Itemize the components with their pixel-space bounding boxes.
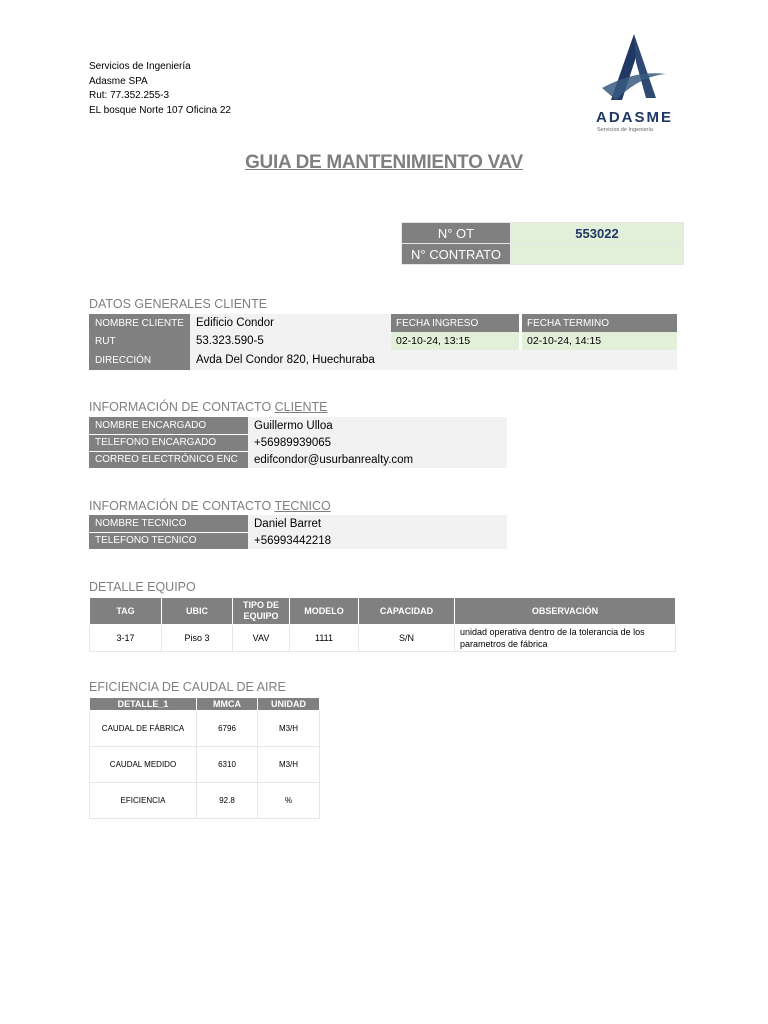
contract-value bbox=[511, 244, 684, 265]
efficiency-section-title: EFICIENCIA DE CAUDAL DE AIRE bbox=[89, 680, 286, 694]
tech-contact-title-prefix: INFORMACIÓN DE CONTACTO bbox=[89, 499, 275, 513]
efficiency-unit: % bbox=[258, 783, 320, 819]
equipment-table bbox=[89, 597, 676, 652]
tech-name-label: NOMBRE TECNICO bbox=[89, 515, 248, 532]
company-line-rut: Rut: 77.352.255-3 bbox=[89, 90, 170, 101]
equipment-header-ubic: UBIC bbox=[162, 598, 233, 625]
company-line-address: EL bosque Norte 107 Oficina 22 bbox=[89, 104, 231, 116]
equipment-observation: unidad operativa dentro de la tolerancia de los parametros de fábrica bbox=[455, 625, 676, 652]
tech-phone-label: TELEFONO TECNICO bbox=[89, 532, 248, 549]
equipment-capacity: S/N bbox=[359, 625, 455, 652]
equipment-header-capacity: CAPACIDAD bbox=[359, 598, 455, 625]
factory-flow-label: CAUDAL DE FÁBRICA bbox=[90, 711, 197, 747]
client-rut-value: 53.323.590-5 bbox=[190, 332, 391, 350]
ot-value: 553022 bbox=[511, 223, 684, 244]
logo-tagline: Servicios de Ingeniería bbox=[597, 127, 653, 133]
measured-flow-label: CAUDAL MEDIDO bbox=[90, 747, 197, 783]
tech-contact-table bbox=[89, 515, 507, 549]
efficiency-table bbox=[89, 697, 320, 819]
equipment-type: VAV bbox=[233, 625, 290, 652]
client-address-value: Avda Del Condor 820, Huechuraba bbox=[190, 350, 677, 370]
date-end-label: FECHA TERMINO bbox=[521, 314, 678, 332]
manager-email-label: CORREO ELECTRÓNICO ENC bbox=[89, 451, 248, 468]
company-info bbox=[89, 60, 231, 118]
manager-name-value: Guillermo Ulloa bbox=[248, 417, 507, 434]
measured-flow-value: 6310 bbox=[197, 747, 258, 783]
efficiency-header-unit: UNIDAD bbox=[258, 698, 320, 711]
factory-flow-unit: M3/H bbox=[258, 711, 320, 747]
manager-phone-label: TELEFONO ENCARGADO bbox=[89, 434, 248, 451]
manager-phone-value: +56989939065 bbox=[248, 434, 507, 451]
client-address-label: DIRECCIÓN bbox=[89, 350, 190, 370]
logo-wordmark: ADASME bbox=[596, 109, 674, 126]
client-info-table bbox=[89, 314, 677, 370]
date-in-value: 02-10-24, 13:15 bbox=[391, 332, 521, 350]
manager-name-label: NOMBRE ENCARGADO bbox=[89, 417, 248, 434]
date-in-label: FECHA INGRESO bbox=[391, 314, 521, 332]
measured-flow-unit: M3/H bbox=[258, 747, 320, 783]
adasme-logo bbox=[594, 30, 684, 134]
client-rut-label: RUT bbox=[89, 332, 190, 350]
equipment-header-observation: OBSERVACIÓN bbox=[455, 598, 676, 625]
client-contact-title bbox=[89, 400, 327, 414]
company-line-service: Servicios de Ingeniería bbox=[89, 61, 191, 72]
efficiency-value: 92.8 bbox=[197, 783, 258, 819]
ot-label: N° OT bbox=[402, 223, 511, 244]
efficiency-header-mmca: MMCA bbox=[197, 698, 258, 711]
table-row bbox=[90, 747, 320, 783]
client-contact-title-underlined: CLIENTE bbox=[274, 400, 328, 414]
tech-contact-title bbox=[89, 499, 331, 513]
client-name-value: Edificio Condor bbox=[190, 314, 391, 332]
manager-email-value: edifcondor@usurbanrealty.com bbox=[248, 451, 507, 468]
company-line-name: Adasme SPA bbox=[89, 75, 148, 87]
equipment-header-model: MODELO bbox=[290, 598, 359, 625]
efficiency-header-detail: DETALLE_1 bbox=[90, 698, 197, 711]
efficiency-label: EFICIENCIA bbox=[90, 783, 197, 819]
adasme-logo-icon bbox=[594, 30, 684, 134]
tech-phone-value: +56993442218 bbox=[248, 532, 507, 549]
factory-flow-value: 6796 bbox=[197, 711, 258, 747]
client-name-label: NOMBRE CLIENTE bbox=[89, 314, 190, 332]
date-end-value: 02-10-24, 14:15 bbox=[521, 332, 678, 350]
document-title: GUIA DE MANTENIMIENTO VAV bbox=[245, 152, 523, 173]
client-contact-table bbox=[89, 417, 507, 468]
table-row bbox=[90, 783, 320, 819]
equipment-header-tag: TAG bbox=[90, 598, 162, 625]
tech-name-value: Daniel Barret bbox=[248, 515, 507, 532]
contract-label: N° CONTRATO bbox=[402, 244, 511, 265]
ot-table bbox=[401, 222, 684, 265]
tech-contact-title-underlined: TECNICO bbox=[274, 499, 331, 513]
equipment-model: 1111 bbox=[290, 625, 359, 652]
equipment-tag: 3-17 bbox=[90, 625, 162, 652]
table-row bbox=[90, 711, 320, 747]
equipment-header-type: TIPO DE EQUIPO bbox=[233, 598, 290, 625]
equipment-section-title: DETALLE EQUIPO bbox=[89, 580, 196, 594]
client-contact-title-prefix: INFORMACIÓN DE CONTACTO bbox=[89, 400, 275, 414]
equipment-location: Piso 3 bbox=[162, 625, 233, 652]
client-section-title: DATOS GENERALES CLIENTE bbox=[89, 297, 268, 311]
